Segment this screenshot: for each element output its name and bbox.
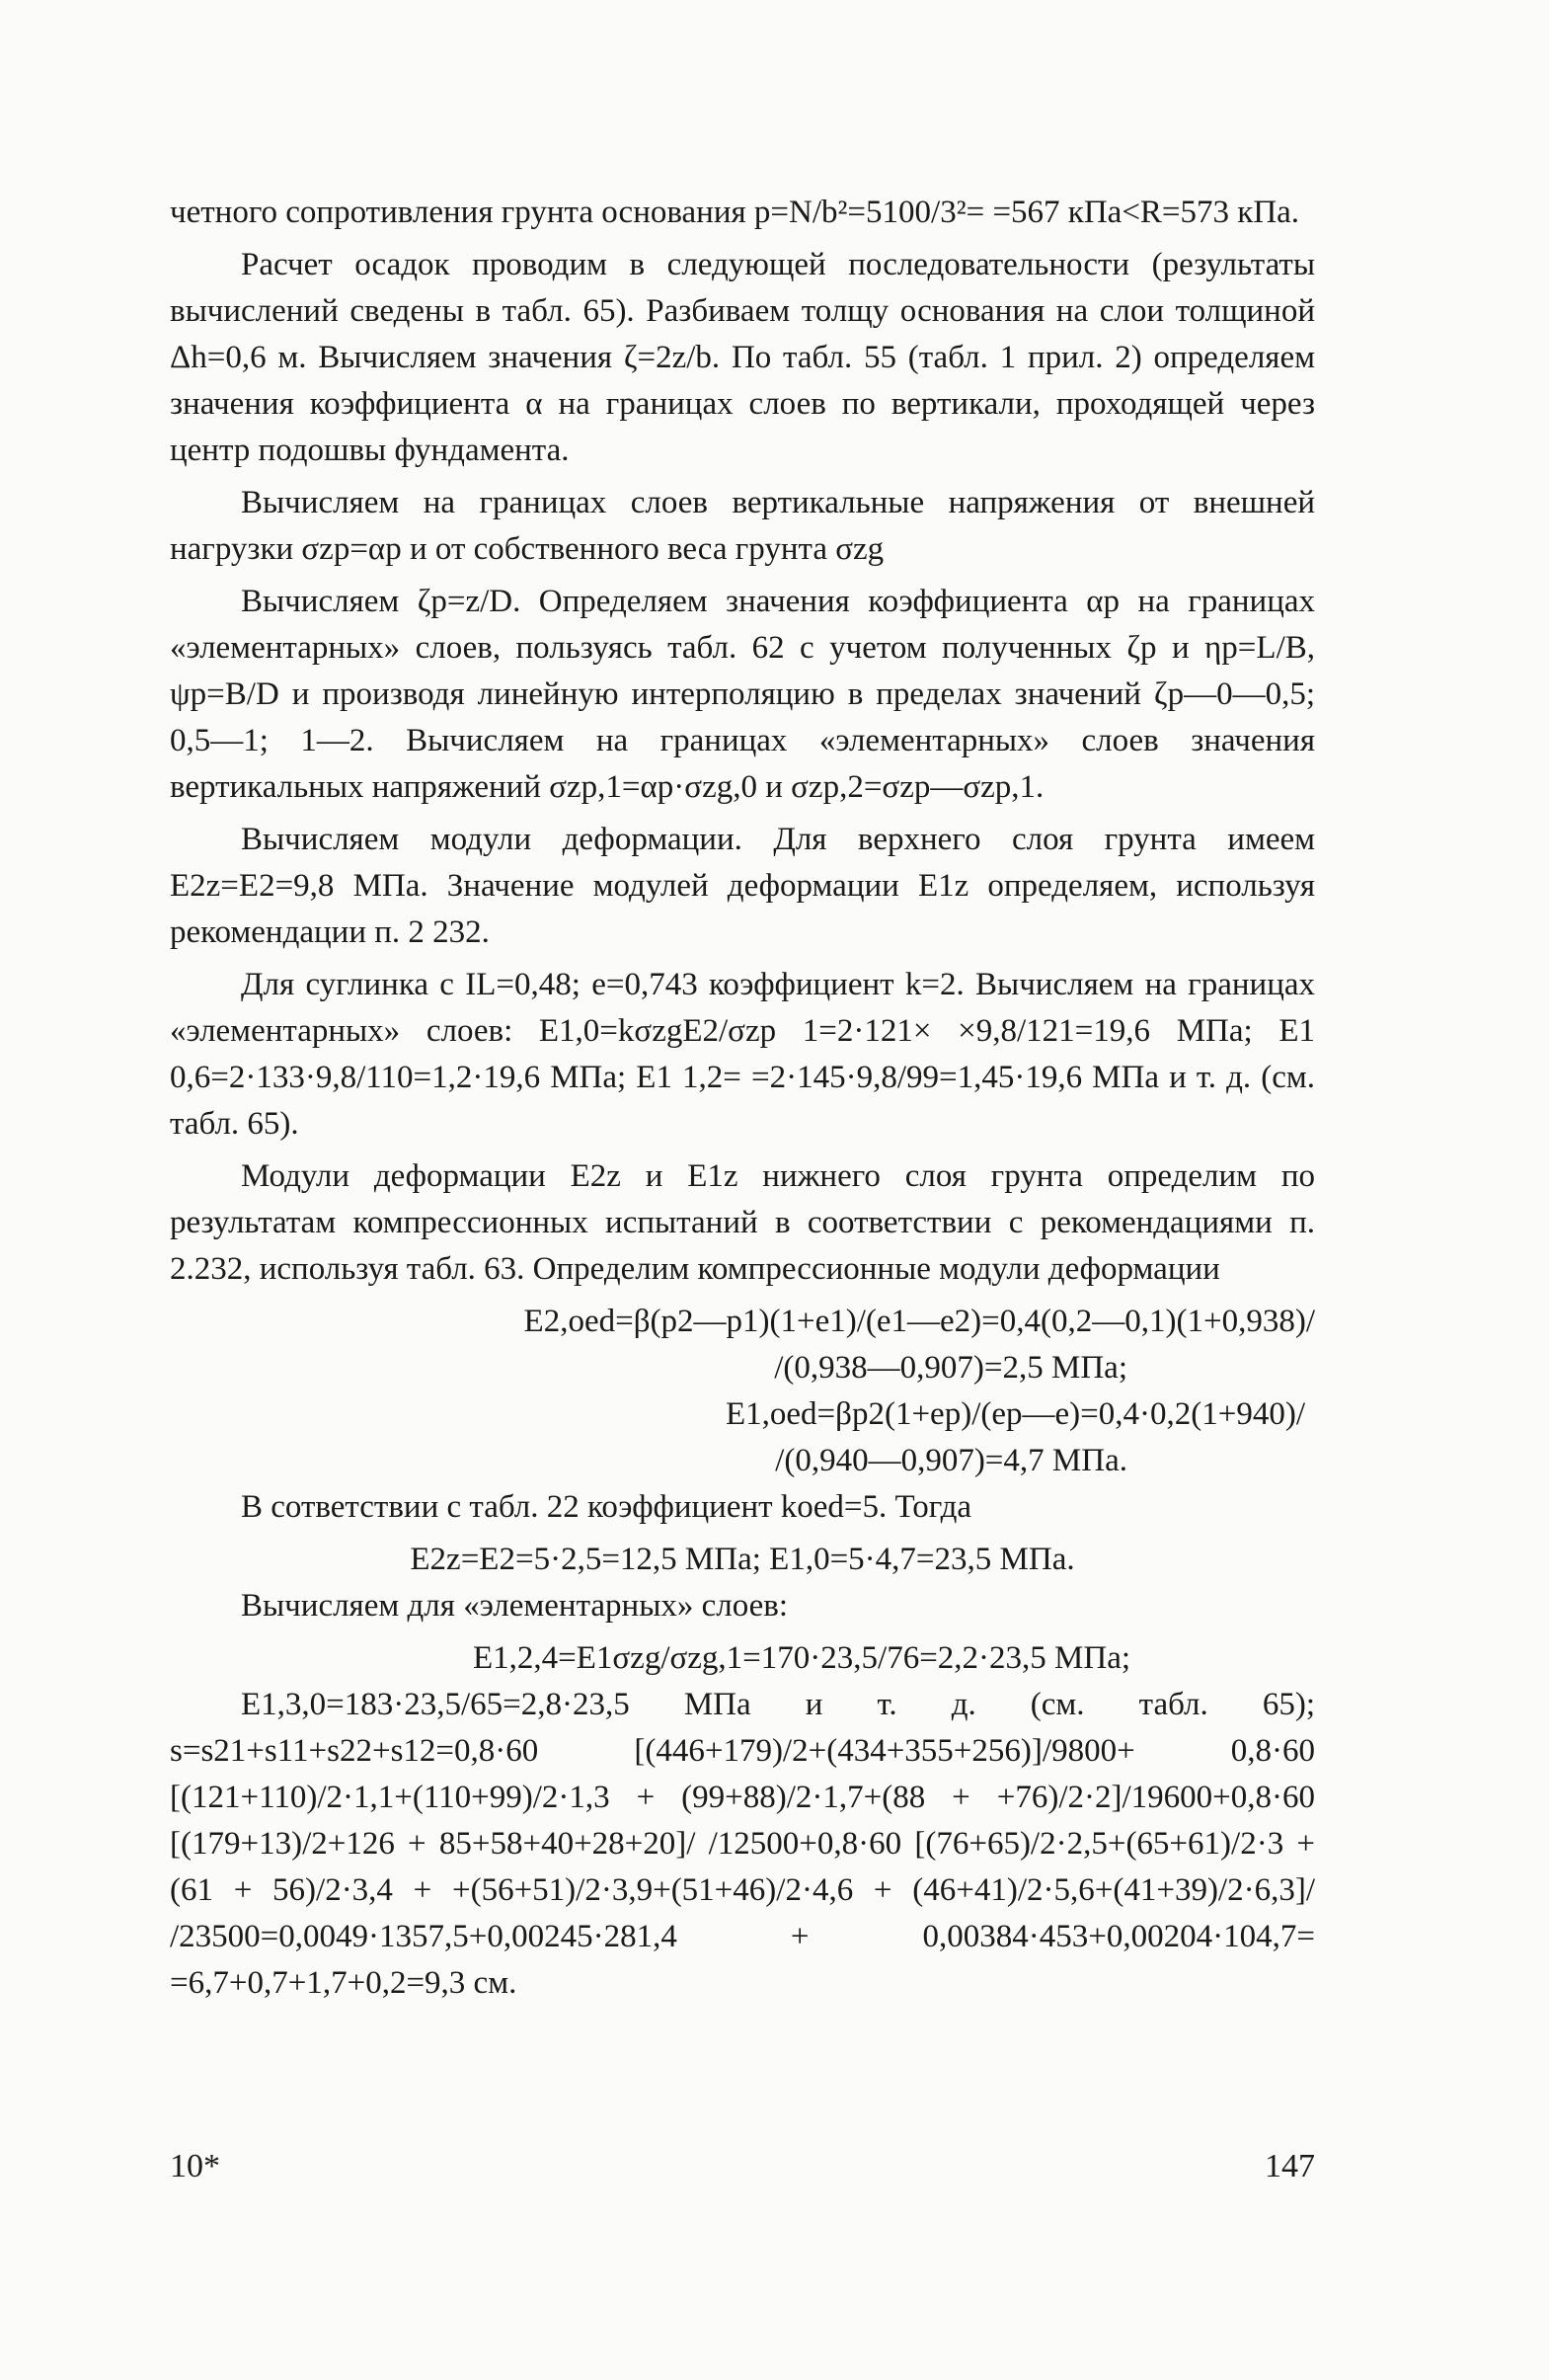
paragraph-settlement-sum: E1,3,0=183·23,5/65=2,8·23,5 МПа и т. д. (см. табл. 65); s=s21+s11+s22+s12=0,8·60 [(446+179)/2+(434+355+256)]/9800+ 0,8·60 [(121+110)/2·1,1+(110+99)/2·1,3 + (99+88)/2·1,7+(88 + +76)/2·2]/19600+0,8·60 [(179+13)/2+126 + 85+58+40+28+20]/ /12500+0,8·60 [(76+65)/2·2,5+(65+61)/2·3 + (61 + 56)/2·3,4 + +(56+51)/2·3,9+(51+46)/2·4,6 + (46+41)/2·5,6+(41+39)/2·6,3]/ /23500=0,0049·1357,5+0,00245·281,4 + 0,00384·453+0,00204·104,7= =6,7+0,7+1,7+0,2=9,3 см.	[170, 1687, 1315, 2001]
paragraph-loam: Для суглинка с IL=0,48; e=0,743 коэффициент k=2. Вычисляем на границах «элементарных» слоев: E1,0=kσzgE2/σzp 1=2·121× ×9,8/121=19,6 МПа; E1 0,6=2·133·9,8/110=1,2·19,6 МПа; E1 1,2= =2·145·9,8/99=1,45·19,6 МПа и т. д. (см. табл. 65).	[170, 967, 1315, 1142]
page-number: 147	[1265, 2148, 1315, 2184]
formula-e2-oed-line2: /(0,938—0,907)=2,5 МПа;	[774, 1350, 1127, 1386]
signature-mark: 10*	[170, 2148, 220, 2184]
main-text	[170, 190, 1315, 2013]
formula-e2z: E2z=E2=5·2,5=12,5 МПа; E1,0=5·4,7=23,5 МПа.	[410, 1542, 1075, 1577]
paragraph-continuation: четного сопротивления грунта основания p=N/b²=5100/3²= =567 кПа<R=573 кПа.	[170, 195, 1300, 230]
paragraph-koed: В сответствии с табл. 22 коэффициент koed=5. Тогда	[241, 1489, 972, 1525]
paragraph-lower-layer: Модули деформации E2z и E1z нижнего слоя грунта определим по результатам компрессионных испытаний в соответствии с рекомендациями п. 2.232, используя табл. 63. Определим компрессионные модули деформации	[170, 1158, 1315, 1287]
paragraph-settlement-calc: Расчет осадок проводим в следующей последовательности (результаты вычислений сведены в табл. 65). Разбиваем толщу основания на слои толщиной Δh=0,6 м. Вычисляем значения ζ=2z/b. По табл. 55 (табл. 1 прил. 2) определяем значения коэффициента α на границах слоев по вертикали, проходящей через центр подошвы фундамента.	[170, 247, 1315, 468]
formula-e2-oed-line1: E2,oed=β(p2—p1)(1+e1)/(e1—e2)=0,4(0,2—0,1)(1+0,938)/	[523, 1304, 1315, 1339]
formula-e124: E1,2,4=E1σzg/σzg,1=170·23,5/76=2,2·23,5 МПа;	[472, 1640, 1131, 1676]
paragraph-elementary-layers: Вычисляем для «элементарных» слоев:	[241, 1588, 789, 1624]
paragraph-vertical-stress: Вычисляем на границах слоев вертикальные напряжения от внешней нагрузки σzp=αp и от собственного веса грунта σzg	[170, 485, 1315, 567]
formula-e1-oed-line2: /(0,940—0,907)=4,7 МПа.	[775, 1443, 1127, 1478]
paragraph-alpha-coefficient: Вычисляем ζp=z/D. Определяем значения коэффициента αp на границах «элементарных» слоев, пользуясь табл. 62 с учетом полученных ζp и ηp=L/B, ψp=B/D и производя линейную интерполяцию в пределах значений ζp—0—0,5; 0,5—1; 1—2. Вычисляем на границах «элементарных» слоев значения вертикальных напряжений σzp,1=αp·σzg,0 и σzp,2=σzp—σzp,1.	[170, 584, 1315, 805]
formula-e1-oed-line1: E1,oed=βp2(1+ep)/(ep—e)=0,4·0,2(1+940)/	[726, 1396, 1305, 1432]
paragraph-deformation-moduli: Вычисляем модули деформации. Для верхнего слоя грунта имеем E2z=E2=9,8 МПа. Значение модулей деформации E1z определяем, используя рекомендации п. 2 232.	[170, 822, 1315, 950]
